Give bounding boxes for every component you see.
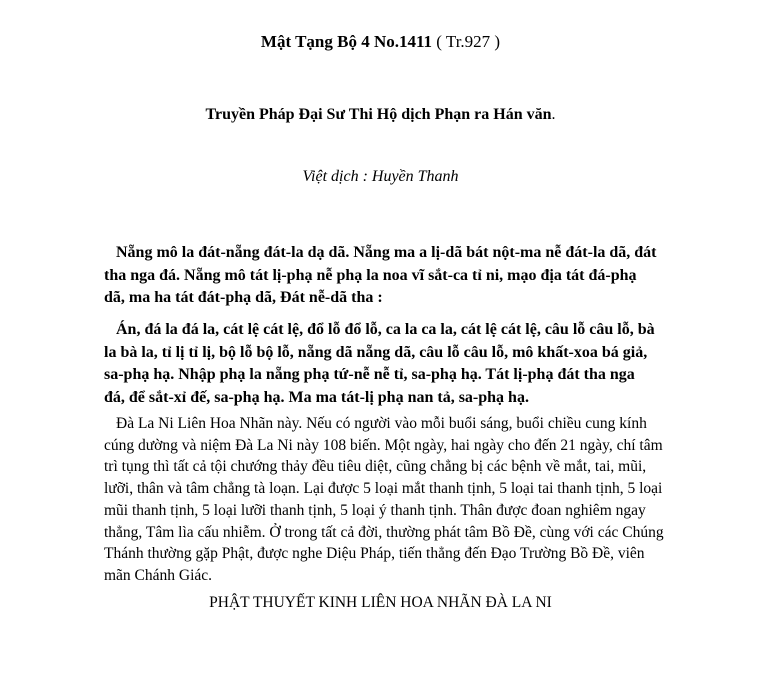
- mantra-2-line: la bà la, tỉ lị tỉ lị, bộ lỗ bộ lỗ, nẵng dã nẵng dã, câu lỗ câu lỗ, mô khất-xoa bá giả,: [104, 343, 648, 361]
- translator-text: Truyền Pháp Đại Sư Thi Hộ dịch Phạn ra Hán văn: [205, 106, 552, 123]
- title-reference: ( Tr.927 ): [432, 32, 501, 51]
- translator-period: .: [551, 106, 556, 123]
- prose-line: thẳng, Tâm lìa cấu nhiễm. Ở trong tất cả đời, thường phát tâm Bồ Đề, cùng với các Chúng: [104, 523, 664, 541]
- prose-line: mũi thanh tịnh, 5 loại lưỡi thanh tịnh, 5 loại ý thanh tịnh. Thân được đoan nghiêm ngay: [104, 501, 646, 519]
- title-text: Mật Tạng Bộ 4 No.1411: [260, 32, 433, 51]
- prose-line: mãn Chánh Giác.: [104, 566, 213, 584]
- mantra-paragraph-1: [104, 242, 704, 310]
- mantra-2-line: đá, để sắt-xỉ đế, sa-phạ hạ. Ma ma tát-lị phạ nan tả, sa-phạ hạ.: [104, 388, 529, 406]
- vietnamese-translator: Việt dịch : Huyền Thanh: [302, 168, 459, 185]
- prose-paragraph: [104, 413, 704, 587]
- mantra-paragraph-2: [104, 319, 704, 409]
- prose-line: cúng dường và niệm Đà La Ni này 108 biến. Một ngày, hai ngày cho đến 21 ngày, chí tâm: [104, 436, 663, 454]
- translator-line: [0, 106, 761, 124]
- mantra-1-line: dã, ma ha tát đát-phạ dã, Đát nễ-dã tha :: [104, 289, 383, 306]
- prose-line: Thánh thường gặp Phật, được nghe Diệu Pháp, tiến thẳng đến Đạo Trường Bồ Đề, viên: [104, 545, 645, 563]
- mantra-2-line: Án, đá la đá la, cát lệ cát lệ, đổ lỗ đổ lỗ, ca la ca la, cát lệ cát lệ, câu lỗ câu lỗ, bà: [116, 321, 655, 338]
- page-title: [0, 32, 761, 52]
- prose-line: trì tụng thì tất cả tội chướng thảy đều tiêu diệt, cũng chẳng bị các bệnh về mắt, tai, mũi,: [104, 458, 647, 476]
- mantra-1-line: Nẵng mô la đát-nẵng đát-la dạ dã. Nẵng ma a lị-dã bát nột-ma nễ đát-la dã, đát: [116, 244, 657, 261]
- mantra-1-line: tha nga đá. Nẵng mô tát lị-phạ nễ phạ la noa vĩ sắt-ca tỉ ni, mạo địa tát đá-phạ: [104, 266, 637, 284]
- prose-line: lưỡi, thân và tâm chẳng tà loạn. Lại được 5 loại mắt thanh tịnh, 5 loại tai thanh tịnh, 5 loại: [104, 480, 663, 498]
- mantra-2-line: sa-phạ hạ. Nhập phạ la nẵng phạ tứ-nễ nễ tỉ, sa-phạ hạ. Tát lị-phạ đát tha nga: [104, 366, 635, 383]
- closing-title: PHẬT THUYẾT KINH LIÊN HOA NHÃN ĐÀ LA NI: [209, 594, 552, 611]
- prose-line: Đà La Ni Liên Hoa Nhãn này. Nếu có người vào mỗi buổi sáng, buổi chiều cung kính: [116, 415, 647, 432]
